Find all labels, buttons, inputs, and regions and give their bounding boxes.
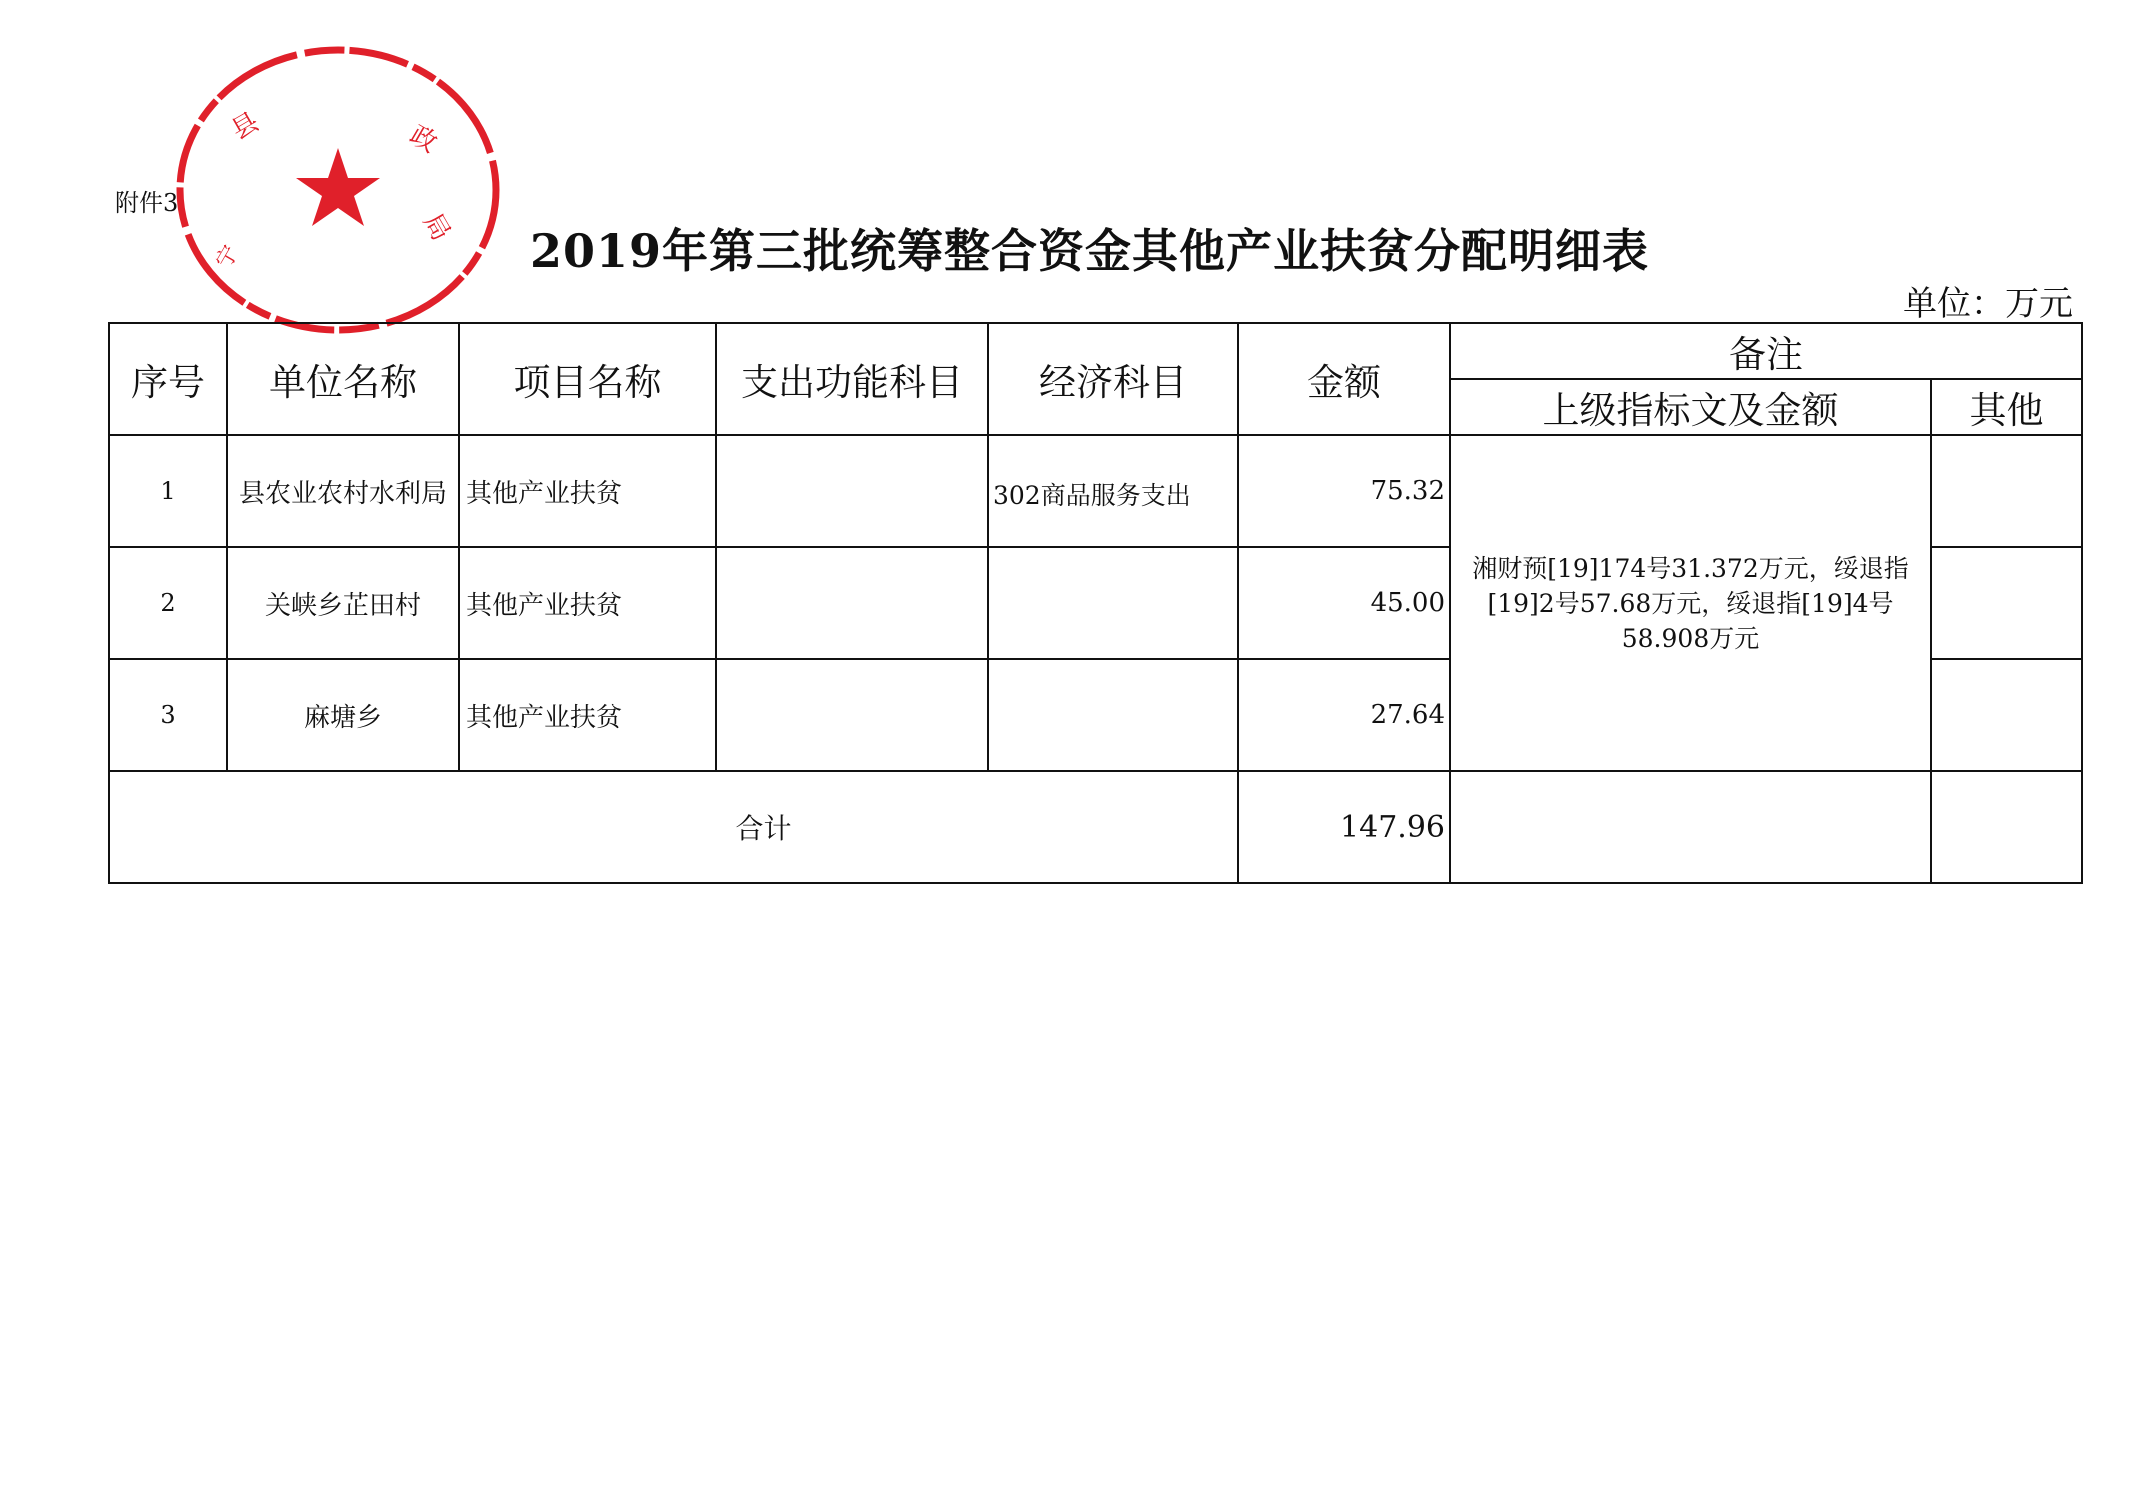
- svg-text:县: 县: [226, 107, 265, 147]
- allocation-table: [108, 322, 2083, 884]
- official-seal: [168, 30, 508, 340]
- row-seq: 1: [109, 435, 227, 547]
- row-other: [1931, 659, 2082, 771]
- unit-label: 单位：万元: [1903, 284, 2073, 324]
- header-remarks: 备注: [1450, 323, 2082, 379]
- header-other: 其他: [1931, 379, 2082, 435]
- table-row: [109, 435, 2082, 547]
- row-other: [1931, 547, 2082, 659]
- remark-superior-doc: 湘财预[19]174号31.372万元，绥退指[19]2号57.68万元，绥退指[19]4号58.908万元: [1450, 435, 1931, 771]
- header-economic-subject: 经济科目: [988, 323, 1238, 435]
- row-amount: 45.00: [1238, 547, 1450, 659]
- header-function-subject: 支出功能科目: [716, 323, 988, 435]
- header-unit-name: 单位名称: [227, 323, 459, 435]
- total-label: 合计: [109, 771, 1238, 883]
- total-remark: [1450, 771, 1931, 883]
- row-economic: [988, 659, 1238, 771]
- row-other: [1931, 435, 2082, 547]
- row-amount: 27.64: [1238, 659, 1450, 771]
- svg-text:局: 局: [416, 208, 456, 247]
- page-title: 2019年第三批统筹整合资金其他产业扶贫分配明细表: [530, 224, 1650, 278]
- row-project: 其他产业扶贫: [459, 435, 716, 547]
- row-seq: 3: [109, 659, 227, 771]
- row-function: [716, 547, 988, 659]
- row-economic: [988, 547, 1238, 659]
- attachment-label: 附件3: [115, 189, 179, 217]
- header-seq: 序号: [109, 323, 227, 435]
- row-function: [716, 435, 988, 547]
- row-seq: 2: [109, 547, 227, 659]
- svg-text:宁: 宁: [211, 241, 245, 273]
- row-unit: 关峡乡芷田村: [227, 547, 459, 659]
- row-project: 其他产业扶贫: [459, 547, 716, 659]
- row-project: 其他产业扶贫: [459, 659, 716, 771]
- header-project-name: 项目名称: [459, 323, 716, 435]
- row-economic: 302商品服务支出: [988, 435, 1238, 547]
- row-unit: 麻塘乡: [227, 659, 459, 771]
- header-amount: 金额: [1238, 323, 1450, 435]
- total-row: [109, 771, 2082, 883]
- row-function: [716, 659, 988, 771]
- row-amount: 75.32: [1238, 435, 1450, 547]
- total-amount: 147.96: [1238, 771, 1450, 883]
- total-other: [1931, 771, 2082, 883]
- svg-text:政: 政: [404, 120, 443, 160]
- header-superior-doc: 上级指标文及金额: [1450, 379, 1931, 435]
- row-unit: 县农业农村水利局: [227, 435, 459, 547]
